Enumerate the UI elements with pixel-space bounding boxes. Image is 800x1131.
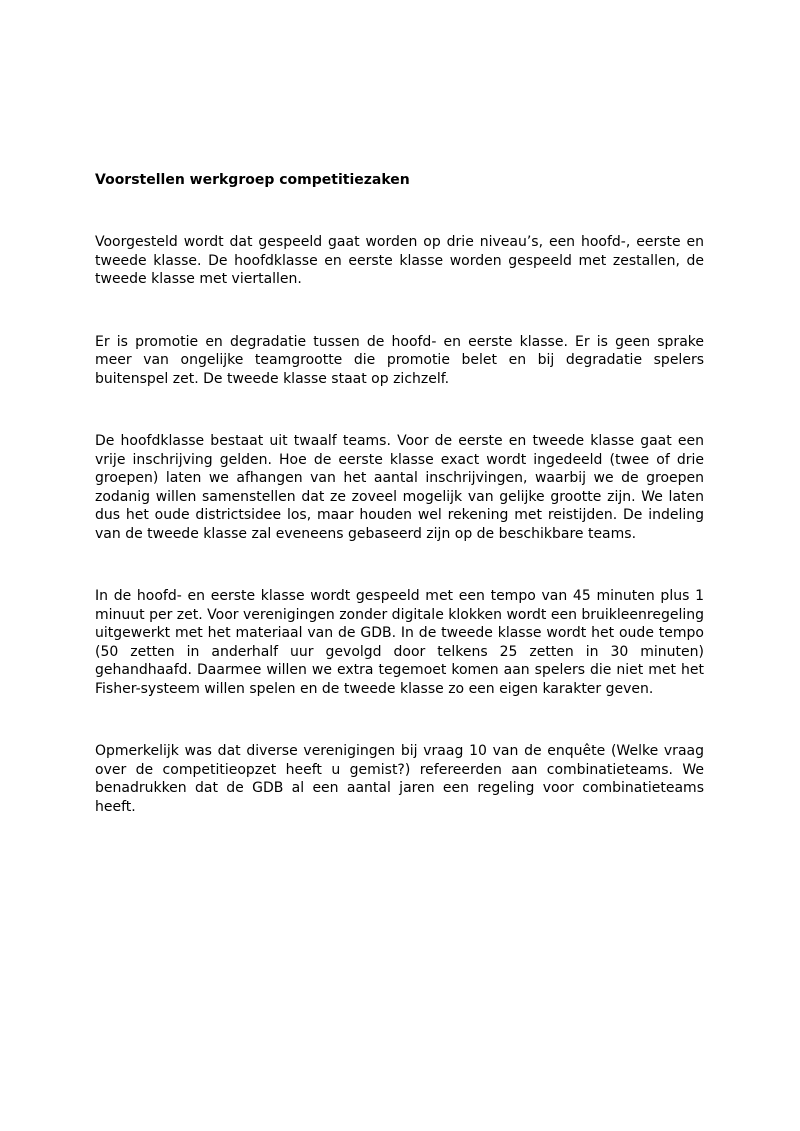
paragraph-teams: De hoofdklasse bestaat uit twaalf teams. Voor de eerste en tweede klasse gaat een vrije inschrijving gelden. Hoe de eerste klasse exact wordt ingedeeld (twee of drie groepen) laten we afhangen van het aantal inschrijvingen, waarbij we de groepen zodanig willen samenstellen dat ze zoveel mogelijk van gelijke grootte zijn. We laten dus het oude districtsidee los, maar houden wel rekening met reistijden. De indeling van de tweede klasse zal eveneens gebaseerd zijn op de beschikbare teams.	[95, 433, 704, 542]
paragraph-levels: Voorgesteld wordt dat gespeeld gaat worden op drie niveau’s, een hoofd-, eerste en tweede klasse. De hoofdklasse en eerste klasse worden gespeeld met zestallen, de tweede klasse met viertallen.	[95, 234, 704, 287]
paragraph-promotion: Er is promotie en degradatie tussen de hoofd- en eerste klasse. Er is geen sprake meer van ongelijke teamgrootte die promotie belet en bij degradatie spelers buitenspel zet. De tweede klasse staat op zichzelf.	[95, 333, 704, 387]
document-title: Voorstellen werkgroep competitiezaken	[95, 172, 410, 188]
document-body	[95, 171, 704, 816]
paragraph-tempo: In de hoofd- en eerste klasse wordt gespeeld met een tempo van 45 minuten plus 1 minuut per zet. Voor verenigingen zonder digitale klokken wordt een bruikleenregeling uitgewerkt met het materiaal van de GDB. In de tweede klasse wordt het oude tempo (50 zetten in anderhalf uur gevolgd door telkens 25 zetten in 30 minuten) gehandhaafd. Daarmee willen we extra tegemoet komen aan spelers die niet met het Fisher-systeem willen spelen en de tweede klasse zo een eigen karakter geven.	[95, 588, 704, 697]
paragraph-combination-teams: Opmerkelijk was dat diverse verenigingen bij vraag 10 van de enquête (Welke vraag over de competitieopzet heeft u gemist?) refereerden aan combinatieteams. We benadrukken dat de GDB al een aantal jaren een regeling voor combinatieteams heeft.	[95, 743, 704, 815]
